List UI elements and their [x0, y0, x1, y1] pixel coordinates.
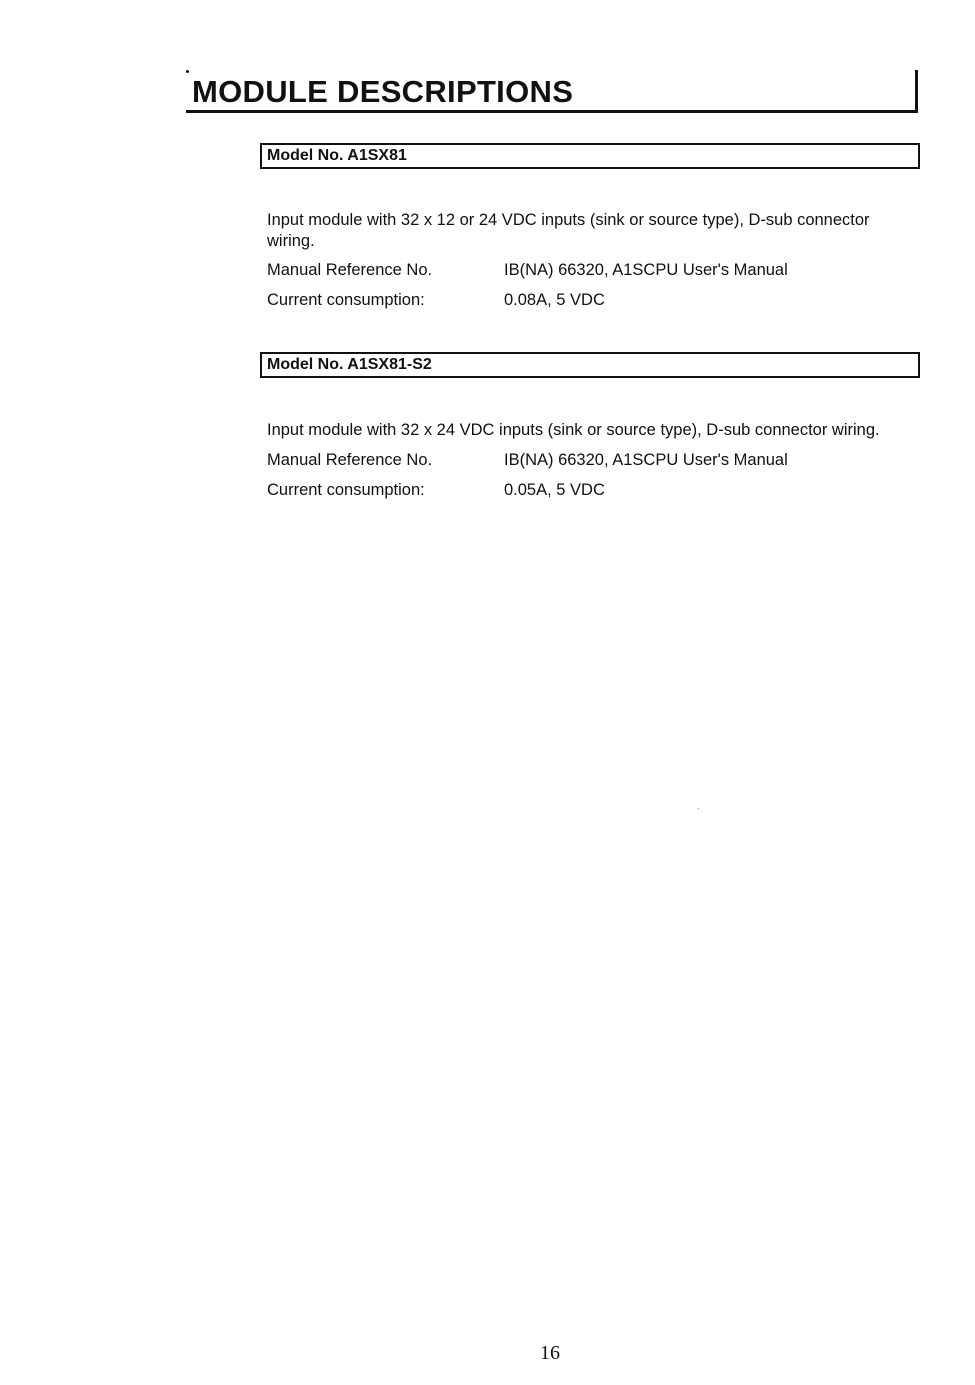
page-number: 16 [540, 1342, 560, 1364]
model-header-a1sx81 [260, 143, 920, 169]
model-header-a1sx81-s2 [260, 352, 920, 378]
spec-value-current-consumption: 0.05A, 5 VDC [504, 481, 605, 499]
page-title: MODULE DESCRIPTIONS [192, 74, 574, 109]
spec-label-manual-reference: Manual Reference No. [267, 261, 433, 279]
module-description: Input module with 32 x 12 or 24 VDC inputs (sink or source type), D-sub connector wiring. [267, 211, 870, 250]
model-label: Model No. A1SX81-S2 [267, 356, 432, 373]
spec-value-manual-reference: IB(NA) 66320, A1SCPU User's Manual [504, 451, 788, 469]
model-label: Model No. A1SX81 [267, 147, 407, 164]
spec-label-current-consumption: Current consumption: [267, 291, 425, 309]
title-underline [186, 110, 918, 113]
title-mark [186, 70, 189, 73]
spec-label-manual-reference: Manual Reference No. [267, 451, 433, 469]
spec-value-current-consumption: 0.08A, 5 VDC [504, 291, 605, 309]
spec-label-current-consumption: Current consumption: [267, 481, 425, 499]
module-description: Input module with 32 x 24 VDC inputs (sink or source type), D-sub connector wiring. [267, 421, 880, 439]
title-right-tick [915, 70, 918, 113]
scan-speck [698, 808, 699, 809]
spec-value-manual-reference: IB(NA) 66320, A1SCPU User's Manual [504, 261, 788, 279]
